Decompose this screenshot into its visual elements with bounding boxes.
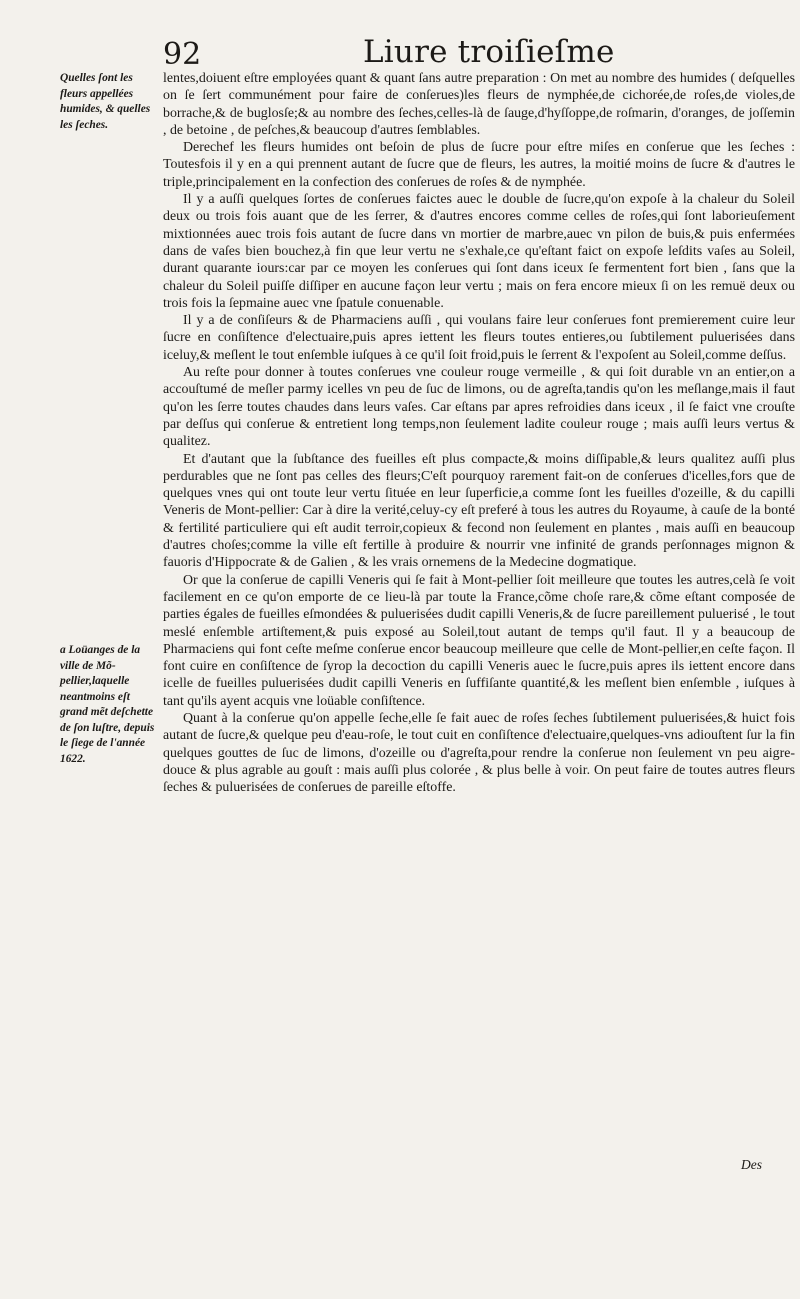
- paragraph: Il y a auſſi quelques ſortes de conſerues faictes auec le double de ſucre,qu'on expoſe à la chaleur du Soleil deux ou trois fois auant que de les ſerrer, & d'autres encores comme celles de roſes,qui ſont laborieuſement mixtionnées auec trois fois autant de ſucre dans vn mortier de marbre,auec vn pilon de buis,& puis enfermées dans de vaſes bien bouchez,à fin que leur vertu ne s'exhale,ce qu'eſtant faict on expoſe leſdits vaſes au Soleil, durant quarante iours:car par ce moyen les conſerues qui ſont dans iceux ſe fermentent fort bien , ſans que la chaleur du Soleil puiſſe diſſiper en aucune façon leur vertu ; mais on fera encore mieux ſi on les remuë deux ou trois fois la ſepmaine auec vne ſpatule conuenable.: [163, 192, 795, 311]
- margin-note-montpellier: a Loüanges de la ville de Mõ-pellier,laquelle neantmoins eſt grand mẽt deſchette de ſon luſtre, depuis le ſiege de l'année 1622.: [60, 644, 155, 765]
- paragraph: lentes,doiuent eſtre employées quant & quant ſans autre preparation : On met au nombre des humides ( deſquelles on ſe ſert communément pour faire de conſerues)les fleurs de nymphée,de cichorée,de roſes,de violes,de borrache,& de buglosſe;& au nombre des ſeches,celles-là de ſauge,d'hyſſoppe,de roſmarin, d'oranges, de joſſemin , de betoine , de peſches,& beaucoup d'autres ſemblables.: [163, 71, 795, 138]
- running-title: Liure troiſieſme: [363, 34, 615, 70]
- paragraph: Et d'autant que la ſubſtance des fueilles eſt plus compacte,& moins diſſipable,& leurs qualitez auſſi plus perdurables que ne ſont pas celles des fleurs;C'eſt pourquoy rarement fait-on de conſerues d'icelles,fors que de quelques vnes qui ont toute leur vertu ſituée en leur ſuperficie,a comme ſont les fueilles d'ozeille, & du capilli Veneris de Mont-pellier: Car à dire la verité,celuy-cy eſt preferé à tous les autres du Royaume, à cauſe de la bonté & fertilité particuliere qui eſt audit terroir,copieux & fecond non ſeulement en plantes , mais auſſi en beaucoup d'autres choſes;comme la ville eſt fertille à produire & nourrir vne infinité de grands perſonnages mignon & fauoris d'Hippocrate & de Galien , & les vrais ornemens de la Medecine dogmatique.: [163, 451, 795, 571]
- paragraph: Quant à la conſerue qu'on appelle ſeche,elle ſe fait auec de roſes ſeches ſubtilement puluerisées,& huict fois autant de ſucre,& quelque peu d'eau-roſe, le tout cuit en conſiſtence d'electuaire,quelques-vns adiouſtent ſur la fin quelques gouttes de ſuc de limons, d'ozeille ou d'agreſta,pour rendre la conſerue non ſeulement vn peu aigre-douce & plus agrable au gouſt : mais auſſi plus colorée , & plus belle à voir. On peut faire de toutes autres fleurs ſeches & puluerisées de conſerues de pareille eſtoffe.: [163, 710, 795, 796]
- paragraph: Au reſte pour donner à toutes conſerues vne couleur rouge vermeille , & qui ſoit durable vn an entier,on a accouſtumé de meſler parmy icelles vn peu de ſuc de limons, ou de agreſta,tandis qu'on les meſlange,mais il faut qu'on les ſerre toutes chaudes dans leurs vaſes. Car eſtans par apres refroidies dans iceux , il ſe faict vne crouſte par deſſus qui conſerue & entretient long temps,non ſeulement ladite couleur rouge ; mais auſſi leurs vertus & qualitez.: [163, 365, 795, 450]
- catchword: Des: [741, 1157, 762, 1172]
- margin-note-fleurs: Quelles ſont les fleurs appellées humides, & quelles les ſeches.: [60, 72, 151, 131]
- paragraph: Il y a de conſiſeurs & de Pharmaciens auſſi , qui voulans faire leur conſerues font premierement cuire leur ſucre en conſiſtence d'electuaire,puis apres iettent les fleurs toutes entieres,ou ſubtilement puluerisées dans iceluy,& meſlent le tout enſemble iuſques à ce qu'il ſoit froid,puis le ſerrent & l'expoſent au Soleil,comme deſſus.: [163, 313, 795, 363]
- body-text: [163, 70, 795, 796]
- paragraph: Or que la conſerue de capilli Veneris qui ſe fait à Mont-pellier ſoit meilleure que toutes les autres,celà ſe voit facilement en ce qu'on emporte de ce lieu-là par toute la France,cõme choſe rare,& cõme eſtant composée de parties égales de fueilles eſmondées & puluerisées dudit capilli Veneris,& de ſucre pareillement puluerisé , le tout meslé enſemble artiſtement,& puis exposé au Soleil,tout autant de temps qu'il faut. Il y a beaucoup de Pharmaciens qui font ceſte meſme conſerue encor beaucoup meilleure que celle de Mont-pellier,en ceſte façon. Il font cuire en conſiſtence de ſyrop la decoction du capilli Veneris auec le ſucre,puis apres ils iettent encore dans icelle de fueilles puluerisées dudit capilli Veneris en ſuffiſante quantité,& les meſlent bien enſemble , iuſques à tant qu'ils ayent acquis vne loüable conſiſtence.: [163, 572, 795, 709]
- page-number: 92: [163, 37, 202, 72]
- paragraph: Derechef les fleurs humides ont beſoin de plus de ſucre pour eſtre miſes en conſerue que les ſeches : Toutesfois il y en a qui prennent autant de ſucre que de fleurs, les autres, la moitié moins de ſucre & d'autres le triple,principalement en la confection des conſerues de roſes & de nymphée.: [163, 140, 795, 190]
